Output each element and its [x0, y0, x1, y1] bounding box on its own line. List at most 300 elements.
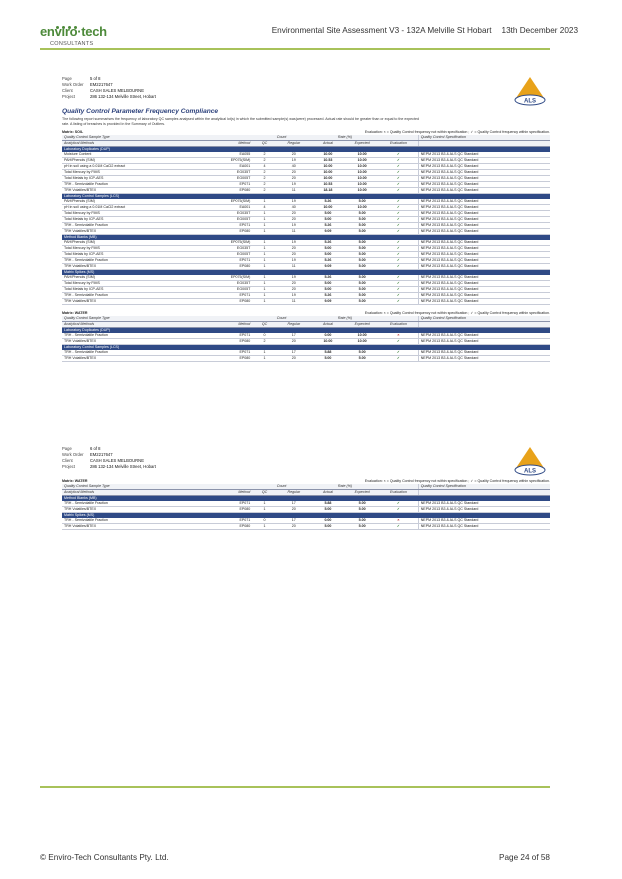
header-rule [40, 48, 550, 50]
report-page-1 [62, 76, 550, 365]
qc-specification: NEPM 2013 B3 & ALS QC Standard [418, 339, 550, 345]
expected-rate: 5.00 [345, 293, 379, 299]
meta-label: Work Order [62, 452, 84, 457]
qc-count: 1 [252, 507, 276, 513]
qc-count: 2 [252, 182, 276, 188]
check-icon: ✓ [379, 258, 418, 264]
analytical-method-name: TRH - Semivolatile Fraction [62, 258, 204, 264]
method-code: EP080 [204, 299, 253, 305]
method-code: EP075(SIM) [204, 275, 253, 281]
qc-specification: NEPM 2013 B3 & ALS QC Standard [418, 223, 550, 229]
method-code: EG035T [204, 170, 253, 176]
expected-rate: 5.00 [345, 199, 379, 205]
actual-rate: 0.00 [311, 518, 345, 524]
logo-subtitle: CONSULTANTS [50, 41, 94, 47]
expected-rate: 5.00 [345, 246, 379, 252]
regular-count: 20 [277, 252, 311, 258]
qc-count: 2 [252, 176, 276, 182]
section-header: Matrix Spikes (MS) [62, 513, 550, 519]
expected-rate: 5.00 [345, 258, 379, 264]
qc-count: 2 [252, 158, 276, 164]
actual-rate: 9.09 [311, 229, 345, 235]
qc-count: 1 [252, 223, 276, 229]
check-icon: ✓ [379, 275, 418, 281]
expected-rate: 5.00 [345, 275, 379, 281]
meta-row [62, 464, 550, 470]
header-expected: Expected [345, 322, 379, 328]
header-qc: QC [252, 141, 276, 147]
analytical-method-name: TRH Volatiles/BTEX [62, 229, 204, 235]
check-icon: ✓ [379, 299, 418, 305]
header-count: Count [252, 316, 311, 322]
evaluation-legend: Evaluation: × = Quality Control frequency not within specification ; ✓ = Quality Control frequency within specification. [364, 130, 550, 134]
actual-rate: 5.26 [311, 275, 345, 281]
check-icon: ✓ [379, 287, 418, 293]
section-title: Quality Control Parameter Frequency Compliance [62, 108, 219, 115]
footer-page-number: Page 24 of 58 [499, 853, 550, 862]
qc-specification: NEPM 2013 B3 & ALS QC Standard [418, 182, 550, 188]
qc-count: 1 [252, 246, 276, 252]
section-header: Laboratory Control Samples (LCS) [62, 194, 550, 200]
method-code: EP080 [204, 524, 253, 530]
section-header: Laboratory Duplicates (DUP) [62, 147, 550, 153]
analytical-method-name: TRH - Semivolatile Fraction [62, 518, 204, 524]
expected-rate: 10.00 [345, 205, 379, 211]
qc-specification: NEPM 2013 B3 & ALS QC Standard [418, 287, 550, 293]
check-icon: ✓ [379, 501, 418, 507]
regular-count: 11 [277, 299, 311, 305]
regular-count: 19 [277, 199, 311, 205]
header-evaluation: Evaluation [379, 322, 418, 328]
header-qc: QC [252, 322, 276, 328]
method-code: EG005T [204, 176, 253, 182]
method-code: EP071 [204, 350, 253, 356]
actual-rate: 10.53 [311, 182, 345, 188]
regular-count: 11 [277, 264, 311, 270]
table-gap [62, 530, 550, 533]
expected-rate: 5.00 [345, 518, 379, 524]
method-code: EP071 [204, 333, 253, 339]
qc-specification: NEPM 2013 B3 & ALS QC Standard [418, 229, 550, 235]
qc-specification: NEPM 2013 B3 & ALS QC Standard [418, 258, 550, 264]
method-code: EP071 [204, 258, 253, 264]
actual-rate: 5.00 [311, 356, 345, 362]
actual-rate: 10.00 [311, 339, 345, 345]
regular-count: 20 [277, 170, 311, 176]
analytical-method-name: PAH/Phenols (SIM) [62, 158, 204, 164]
expected-rate: 5.00 [345, 299, 379, 305]
actual-rate: 10.00 [311, 205, 345, 211]
meta-value: 6 of 8 [90, 446, 101, 451]
qc-specification: NEPM 2013 B3 & ALS QC Standard [418, 333, 550, 339]
check-icon: ✓ [379, 252, 418, 258]
qc-specification: NEPM 2013 B3 & ALS QC Standard [418, 501, 550, 507]
enviro-tech-logo [40, 14, 110, 48]
expected-rate: 10.00 [345, 176, 379, 182]
expected-rate: 5.00 [345, 217, 379, 223]
regular-count: 19 [277, 158, 311, 164]
meta-value: CASH SALES MELBOURNE [90, 88, 144, 93]
regular-count: 20 [277, 211, 311, 217]
analytical-method-name: Total Metals by ICP-AES [62, 217, 204, 223]
method-code: EP080 [204, 264, 253, 270]
expected-rate: 5.00 [345, 350, 379, 356]
regular-count: 20 [277, 281, 311, 287]
qc-count: 2 [252, 152, 276, 158]
qc-specification: NEPM 2013 B3 & ALS QC Standard [418, 211, 550, 217]
analytical-method-name: TRH Volatiles/BTEX [62, 356, 204, 362]
header-actual: Actual [311, 322, 345, 328]
qc-count: 1 [252, 252, 276, 258]
qc-count: 1 [252, 281, 276, 287]
method-code: EP071 [204, 518, 253, 524]
table-row [62, 299, 550, 305]
header-evaluation: Evaluation [379, 141, 418, 147]
analytical-method-name: Moisture Content [62, 152, 204, 158]
header-rate: Rate (%) [311, 484, 379, 490]
actual-rate: 5.00 [311, 211, 345, 217]
report-meta [62, 446, 550, 476]
check-icon: ✓ [379, 356, 418, 362]
regular-count: 19 [277, 240, 311, 246]
qc-count: 1 [252, 350, 276, 356]
qc-count: 0 [252, 518, 276, 524]
analytical-method-name: TRH Volatiles/BTEX [62, 188, 204, 194]
qc-count: 1 [252, 293, 276, 299]
actual-rate: 5.00 [311, 252, 345, 258]
qc-count: 1 [252, 264, 276, 270]
header-methods: Analytical Methods [62, 141, 204, 147]
actual-rate: 5.00 [311, 524, 345, 530]
regular-count: 19 [277, 293, 311, 299]
expected-rate: 5.00 [345, 287, 379, 293]
qc-specification: NEPM 2013 B3 & ALS QC Standard [418, 217, 550, 223]
table-row [62, 356, 550, 362]
header-spec: Quality Control Specification [418, 484, 550, 490]
header-sample-type: Quality Control Sample Type [62, 484, 204, 490]
check-icon: ✓ [379, 229, 418, 235]
regular-count: 19 [277, 258, 311, 264]
check-icon: ✓ [379, 507, 418, 513]
actual-rate: 10.00 [311, 176, 345, 182]
qc-count: 0 [252, 333, 276, 339]
expected-rate: 10.00 [345, 170, 379, 176]
header-sample-type: Quality Control Sample Type [62, 316, 204, 322]
method-code: EG035T [204, 281, 253, 287]
actual-rate: 10.53 [311, 158, 345, 164]
expected-rate: 5.00 [345, 223, 379, 229]
method-code: EP080 [204, 356, 253, 362]
qc-frequency-table [62, 484, 550, 530]
expected-rate: 10.00 [345, 152, 379, 158]
expected-rate: 5.00 [345, 524, 379, 530]
qc-count: 2 [252, 339, 276, 345]
section-header: Method Blanks (MB) [62, 235, 550, 241]
matrix-label: Matrix: SOIL [62, 130, 84, 134]
actual-rate: 5.26 [311, 293, 345, 299]
qc-count: 1 [252, 217, 276, 223]
regular-count: 40 [277, 164, 311, 170]
analytical-method-name: Total Mercury by FIMS [62, 281, 204, 287]
expected-rate: 5.00 [345, 240, 379, 246]
header-method: Method [204, 141, 253, 147]
check-icon: ✓ [379, 205, 418, 211]
check-icon: ✓ [379, 182, 418, 188]
analytical-method-name: Total Mercury by FIMS [62, 246, 204, 252]
header-expected: Expected [345, 490, 379, 496]
expected-rate: 5.00 [345, 229, 379, 235]
qc-specification: NEPM 2013 B3 & ALS QC Standard [418, 152, 550, 158]
meta-value: CASH SALES MELBOURNE [90, 458, 144, 463]
regular-count: 17 [277, 501, 311, 507]
qc-count: 1 [252, 229, 276, 235]
section-description: The following report summarises the frequency of laboratory QC samples analysed within the analytical lot(s) in which the submitted sample(s) was(were) processed. Actual rate should be greater than or equal to the expected rate. A listing of breaches is provided in the Summary of Outliers. [62, 117, 419, 126]
als-logo-text: ALS [524, 468, 536, 475]
method-code: EG005T [204, 287, 253, 293]
method-code: EP080 [204, 507, 253, 513]
analytical-method-name: TRH Volatiles/BTEX [62, 524, 204, 530]
analytical-method-name: PAH/Phenols (SIM) [62, 275, 204, 281]
regular-count: 17 [277, 518, 311, 524]
actual-rate: 10.00 [311, 152, 345, 158]
document-date: 13th December 2023 [501, 26, 578, 35]
check-icon: ✓ [379, 176, 418, 182]
qc-specification: NEPM 2013 B3 & ALS QC Standard [418, 246, 550, 252]
actual-rate: 5.26 [311, 258, 345, 264]
qc-specification: NEPM 2013 B3 & ALS QC Standard [418, 293, 550, 299]
document-title [262, 26, 578, 35]
qc-count: 1 [252, 258, 276, 264]
method-code: EG035T [204, 211, 253, 217]
qc-specification: NEPM 2013 B3 & ALS QC Standard [418, 158, 550, 164]
table-row [62, 524, 550, 530]
check-icon: ✓ [379, 217, 418, 223]
qc-specification: NEPM 2013 B3 & ALS QC Standard [418, 275, 550, 281]
analytical-method-name: TRH - Semivolatile Fraction [62, 293, 204, 299]
method-code: EG005T [204, 252, 253, 258]
table-gap [62, 305, 550, 308]
check-icon: ✓ [379, 281, 418, 287]
table-gap [62, 362, 550, 365]
analytical-method-name: TRH Volatiles/BTEX [62, 507, 204, 513]
regular-count: 11 [277, 229, 311, 235]
expected-rate: 5.00 [345, 264, 379, 270]
qc-specification: NEPM 2013 B3 & ALS QC Standard [418, 188, 550, 194]
check-icon: ✓ [379, 524, 418, 530]
evaluation-legend: Evaluation: × = Quality Control frequency not within specification ; ✓ = Quality Control frequency within specification. [364, 311, 550, 315]
actual-rate: 18.18 [311, 188, 345, 194]
actual-rate: 10.00 [311, 164, 345, 170]
regular-count: 20 [277, 246, 311, 252]
expected-rate: 5.00 [345, 501, 379, 507]
header-evaluation: Evaluation [379, 490, 418, 496]
meta-value: 286 132-134 Melville Street, Hobart [90, 464, 156, 469]
expected-rate: 5.00 [345, 211, 379, 217]
header-expected: Expected [345, 141, 379, 147]
section-header: Laboratory Duplicates (DUP) [62, 328, 550, 334]
section-header: Matrix Spikes (MS) [62, 270, 550, 276]
actual-rate: 10.00 [311, 170, 345, 176]
method-code: EP071 [204, 182, 253, 188]
header-regular: Regular [277, 322, 311, 328]
expected-rate: 5.00 [345, 356, 379, 362]
footer-copyright: © Enviro-Tech Consultants Pty. Ltd. [40, 853, 169, 862]
meta-label: Page [62, 76, 72, 81]
expected-rate: 10.00 [345, 188, 379, 194]
regular-count: 19 [277, 182, 311, 188]
check-icon: ✓ [379, 223, 418, 229]
qc-specification: NEPM 2013 B3 & ALS QC Standard [418, 205, 550, 211]
regular-count: 11 [277, 188, 311, 194]
cross-icon: × [379, 333, 418, 339]
method-code: EG005T [204, 217, 253, 223]
qc-count: 1 [252, 524, 276, 530]
qc-frequency-table [62, 135, 550, 305]
qc-specification: NEPM 2013 B3 & ALS QC Standard [418, 350, 550, 356]
regular-count: 20 [277, 217, 311, 223]
check-icon: ✓ [379, 164, 418, 170]
qc-count: 1 [252, 356, 276, 362]
analytical-method-name: TRH - Semivolatile Fraction [62, 223, 204, 229]
method-code: EP075(SIM) [204, 240, 253, 246]
meta-value: EM2217647 [90, 82, 113, 87]
actual-rate: 9.09 [311, 264, 345, 270]
check-icon: ✓ [379, 293, 418, 299]
qc-specification: NEPM 2013 B3 & ALS QC Standard [418, 164, 550, 170]
cross-icon: × [379, 518, 418, 524]
regular-count: 17 [277, 333, 311, 339]
regular-count: 19 [277, 223, 311, 229]
check-icon: ✓ [379, 188, 418, 194]
als-logo [514, 76, 546, 106]
qc-count: 1 [252, 211, 276, 217]
method-code: EP080 [204, 339, 253, 345]
section-header: Laboratory Control Samples (LCS) [62, 345, 550, 351]
check-icon: ✓ [379, 199, 418, 205]
analytical-method-name: TRH Volatiles/BTEX [62, 299, 204, 305]
header-spec: Quality Control Specification [418, 135, 550, 141]
regular-count: 20 [277, 356, 311, 362]
qc-count: 2 [252, 170, 276, 176]
analytical-method-name: TRH - Semivolatile Fraction [62, 333, 204, 339]
check-icon: ✓ [379, 246, 418, 252]
method-code: EP080 [204, 188, 253, 194]
method-code: EP071 [204, 501, 253, 507]
expected-rate: 10.00 [345, 164, 379, 170]
method-code: EP071 [204, 223, 253, 229]
qc-specification: NEPM 2013 B3 & ALS QC Standard [418, 518, 550, 524]
expected-rate: 10.00 [345, 333, 379, 339]
analytical-method-name: PAH/Phenols (SIM) [62, 240, 204, 246]
header-regular: Regular [277, 490, 311, 496]
regular-count: 17 [277, 350, 311, 356]
expected-rate: 5.00 [345, 507, 379, 513]
qc-specification: NEPM 2013 B3 & ALS QC Standard [418, 507, 550, 513]
header-sample-type: Quality Control Sample Type [62, 135, 204, 141]
analytical-method-name: Total Metals by ICP-AES [62, 176, 204, 182]
qc-specification: NEPM 2013 B3 & ALS QC Standard [418, 356, 550, 362]
check-icon: ✓ [379, 170, 418, 176]
method-code: EA055 [204, 152, 253, 158]
header-methods: Analytical Methods [62, 322, 204, 328]
check-icon: ✓ [379, 211, 418, 217]
qc-count: 2 [252, 188, 276, 194]
check-icon: ✓ [379, 264, 418, 270]
analytical-method-name: pH in soil using a 0.01M CaCl2 extract [62, 164, 204, 170]
qc-count: 1 [252, 501, 276, 507]
actual-rate: 5.00 [311, 281, 345, 287]
actual-rate: 5.26 [311, 199, 345, 205]
qc-count: 1 [252, 275, 276, 281]
header-regular: Regular [277, 141, 311, 147]
meta-value: 5 of 8 [90, 76, 101, 81]
qc-count: 4 [252, 164, 276, 170]
logo-dots [56, 16, 86, 24]
qc-frequency-table [62, 316, 550, 362]
analytical-method-name: Total Mercury by FIMS [62, 170, 204, 176]
qc-specification: NEPM 2013 B3 & ALS QC Standard [418, 176, 550, 182]
actual-rate: 5.88 [311, 501, 345, 507]
analytical-method-name: TRH - Semivolatile Fraction [62, 182, 204, 188]
qc-specification: NEPM 2013 B3 & ALS QC Standard [418, 281, 550, 287]
expected-rate: 10.00 [345, 339, 379, 345]
meta-row [62, 94, 550, 100]
expected-rate: 5.00 [345, 281, 379, 287]
actual-rate: 5.26 [311, 240, 345, 246]
qc-count: 1 [252, 199, 276, 205]
meta-label: Project [62, 94, 76, 99]
meta-value: EM2217647 [90, 452, 113, 457]
analytical-method-name: Total Metals by ICP-AES [62, 252, 204, 258]
check-icon: ✓ [379, 339, 418, 345]
logo-wordmark: enviro·tech [40, 24, 107, 39]
regular-count: 20 [277, 524, 311, 530]
qc-count: 1 [252, 287, 276, 293]
analytical-method-name: Total Metals by ICP-AES [62, 287, 204, 293]
meta-label: Page [62, 446, 72, 451]
report-page-2 [62, 446, 550, 533]
document-title-text: Environmental Site Assessment V3 - 132A Melville St Hobart [271, 26, 492, 35]
header-method: Method [204, 322, 253, 328]
evaluation-legend: Evaluation: × = Quality Control frequency not within specification ; ✓ = Quality Control frequency within specification. [364, 479, 550, 483]
analytical-method-name: TRH Volatiles/BTEX [62, 339, 204, 345]
regular-count: 20 [277, 339, 311, 345]
header-spec: Quality Control Specification [418, 316, 550, 322]
meta-value: 286 132-134 Melville Street, Hobart [90, 94, 156, 99]
expected-rate: 5.00 [345, 252, 379, 258]
actual-rate: 5.88 [311, 350, 345, 356]
check-icon: ✓ [379, 240, 418, 246]
header-count: Count [252, 484, 311, 490]
analytical-method-name: TRH Volatiles/BTEX [62, 264, 204, 270]
method-code: EP071 [204, 293, 253, 299]
check-icon: ✓ [379, 152, 418, 158]
header-rate: Rate (%) [311, 316, 379, 322]
check-icon: ✓ [379, 350, 418, 356]
qc-specification: NEPM 2013 B3 & ALS QC Standard [418, 299, 550, 305]
qc-specification: NEPM 2013 B3 & ALS QC Standard [418, 252, 550, 258]
actual-rate: 5.00 [311, 217, 345, 223]
regular-count: 40 [277, 205, 311, 211]
method-code: EP075(SIM) [204, 199, 253, 205]
analytical-method-name: TRH - Semivolatile Fraction [62, 350, 204, 356]
analytical-method-name: pH in soil using a 0.01M CaCl2 extract [62, 205, 204, 211]
qc-count: 1 [252, 299, 276, 305]
regular-count: 20 [277, 176, 311, 182]
method-code: EA001 [204, 164, 253, 170]
regular-count: 20 [277, 287, 311, 293]
method-code: EA001 [204, 205, 253, 211]
